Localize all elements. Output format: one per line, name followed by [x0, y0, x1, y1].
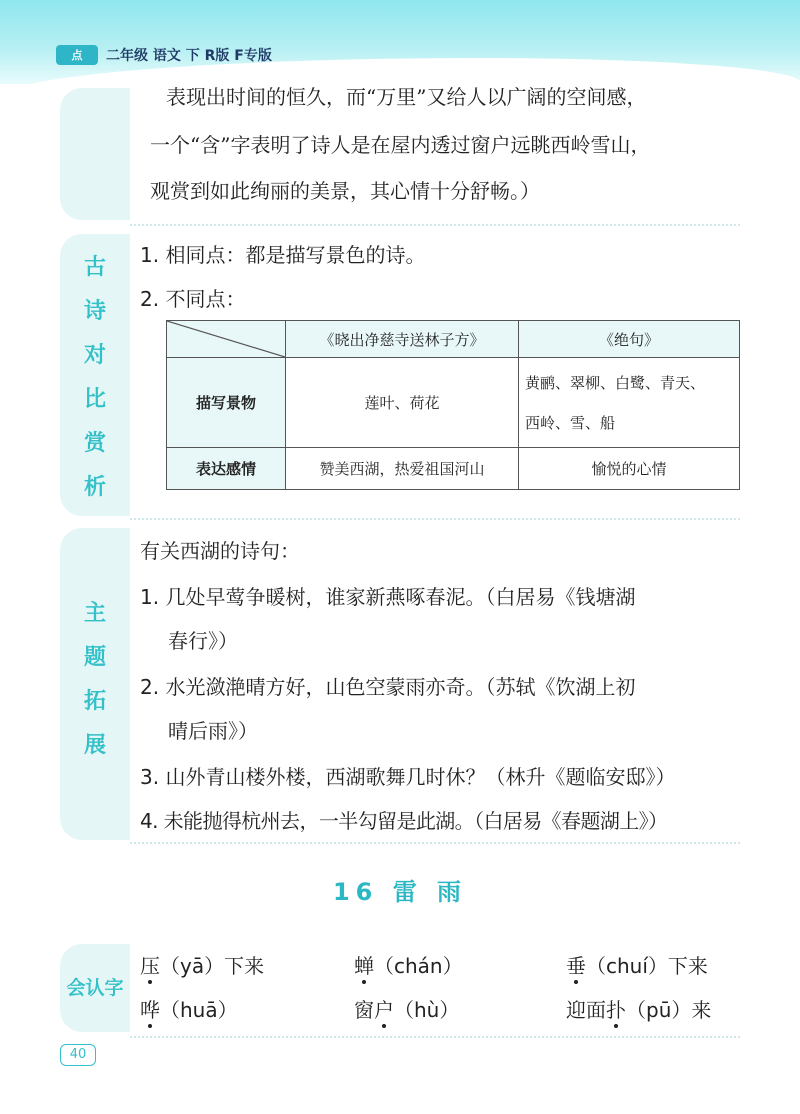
logo-icon: 点 [56, 45, 98, 65]
theme-side-tab [60, 528, 130, 840]
vocab-suffix: 下来 [667, 954, 708, 978]
diagonal-line-icon [167, 321, 285, 357]
vocab-pinyin: （huā） [160, 998, 238, 1022]
item-number: 3. [140, 765, 160, 789]
vocab-char: 蝉 [354, 954, 374, 978]
table-cell: 愉悦的心情 [519, 448, 740, 490]
vocab-prefix: 迎面 [566, 998, 606, 1022]
vocab-char: 垂 [566, 954, 586, 978]
list-item [140, 664, 635, 710]
table-header-row [167, 321, 740, 358]
table-row-header: 描写景物 [167, 358, 286, 448]
lesson-name: 雷 雨 [392, 878, 468, 906]
vocab-suffix: 下来 [224, 954, 265, 978]
divider [130, 842, 740, 844]
item-text: 几处早莺争暖树，谁家新燕啄春泥。（白居易《钱塘湖 [165, 585, 636, 609]
item-number: 2. [140, 675, 160, 699]
diagonal-cell [167, 321, 285, 357]
vocab-pinyin: （chuí） [586, 954, 668, 978]
intro-line-3: 观赏到如此绚丽的美景，其心情十分舒畅。） [150, 179, 540, 203]
point-text: 不同点： [165, 287, 246, 311]
theme-heading: 有关西湖的诗句： [140, 539, 300, 563]
intro-side-tab [60, 88, 130, 220]
table-row [167, 448, 740, 490]
compare-tab-char: 赏 [83, 431, 106, 456]
vocab-tab-label: 会认字 [66, 977, 124, 999]
compare-tab-char: 比 [83, 387, 106, 412]
vocab-prefix: 窗 [354, 998, 374, 1022]
lesson-number: 16 [332, 878, 379, 906]
list-item [140, 798, 667, 844]
comparison-table [166, 320, 740, 490]
vocab-char: 扑 [606, 998, 626, 1022]
list-item [140, 754, 675, 800]
item-text: 山外青山楼外楼，西湖歌舞几时休？（林升《题临安邸》） [165, 765, 676, 789]
lesson-title [0, 872, 800, 907]
divider [130, 518, 740, 520]
point-number: 1. [140, 243, 160, 267]
item-number: 4. [140, 809, 158, 833]
vocab-word [140, 950, 264, 979]
table-cell-line: 西岭、雪、船 [525, 413, 616, 432]
vocab-pinyin: （yā） [160, 954, 225, 978]
vocab-word [140, 994, 238, 1023]
point-number: 2. [140, 287, 160, 311]
list-item [140, 574, 635, 620]
table-cell-line: 黄鹂、翠柳、白鹭、青天、 [525, 373, 706, 392]
item-text: 未能抛得杭州去，一半勾留是此湖。（白居易《春题湖上》） [163, 809, 668, 833]
vocab-char: 哗 [140, 998, 160, 1022]
vocab-suffix: 来 [691, 998, 712, 1022]
intro-line-2: 一个“含”字表明了诗人是在屋内透过窗户远眺西岭雪山， [150, 133, 651, 157]
intro-line-1: 表现出时间的恒久，而“万里”又给人以广阔的空间感， [166, 85, 647, 109]
compare-tab-char: 对 [83, 343, 106, 368]
list-item-continued: 晴后雨》） [168, 719, 258, 743]
vocab-word [354, 994, 459, 1023]
page-header [0, 0, 800, 84]
vocab-char: 压 [140, 954, 160, 978]
divider [130, 224, 740, 226]
header-title-bar [56, 44, 272, 66]
page-number: 40 [60, 1044, 96, 1066]
compare-tab-char: 古 [83, 255, 106, 280]
table-corner-cell [167, 321, 286, 358]
table-row-header: 表达感情 [167, 448, 286, 490]
vocab-word [354, 950, 463, 979]
theme-tab-char: 展 [83, 733, 106, 758]
list-item-continued: 春行》） [168, 629, 238, 653]
item-number: 1. [140, 585, 160, 609]
compare-tab-char: 诗 [83, 299, 106, 324]
table-row [167, 358, 740, 448]
compare-tab-char: 析 [83, 475, 106, 500]
divider [130, 1036, 740, 1038]
table-cell: 赞美西湖，热爱祖国河山 [286, 448, 519, 490]
vocab-pinyin: （pū） [626, 998, 692, 1022]
theme-tab-char: 拓 [83, 689, 106, 714]
item-text: 水光潋滟晴方好，山色空蒙雨亦奇。（苏轼《饮湖上初 [165, 675, 636, 699]
vocab-word [566, 994, 711, 1023]
similarity-point [140, 232, 425, 278]
vocab-pinyin: （chán） [374, 954, 463, 978]
table-col-header: 《绝句》 [519, 321, 740, 358]
table-col-header: 《晓出净慈寺送林子方》 [286, 321, 519, 358]
vocab-side-tab [60, 944, 130, 1032]
table-cell: 莲叶、荷花 [286, 358, 519, 448]
vocab-word [566, 950, 708, 979]
difference-point [140, 276, 245, 322]
theme-tab-char: 主 [83, 601, 106, 626]
point-text: 相同点：都是描写景色的诗。 [165, 243, 426, 267]
book-title: 二年级 语文 下 R版 F专版 [106, 48, 272, 64]
vocab-pinyin: （hù） [394, 998, 460, 1022]
vocab-char: 户 [374, 998, 394, 1022]
table-cell [519, 358, 740, 448]
compare-side-tab [60, 234, 130, 516]
theme-tab-char: 题 [83, 645, 106, 670]
